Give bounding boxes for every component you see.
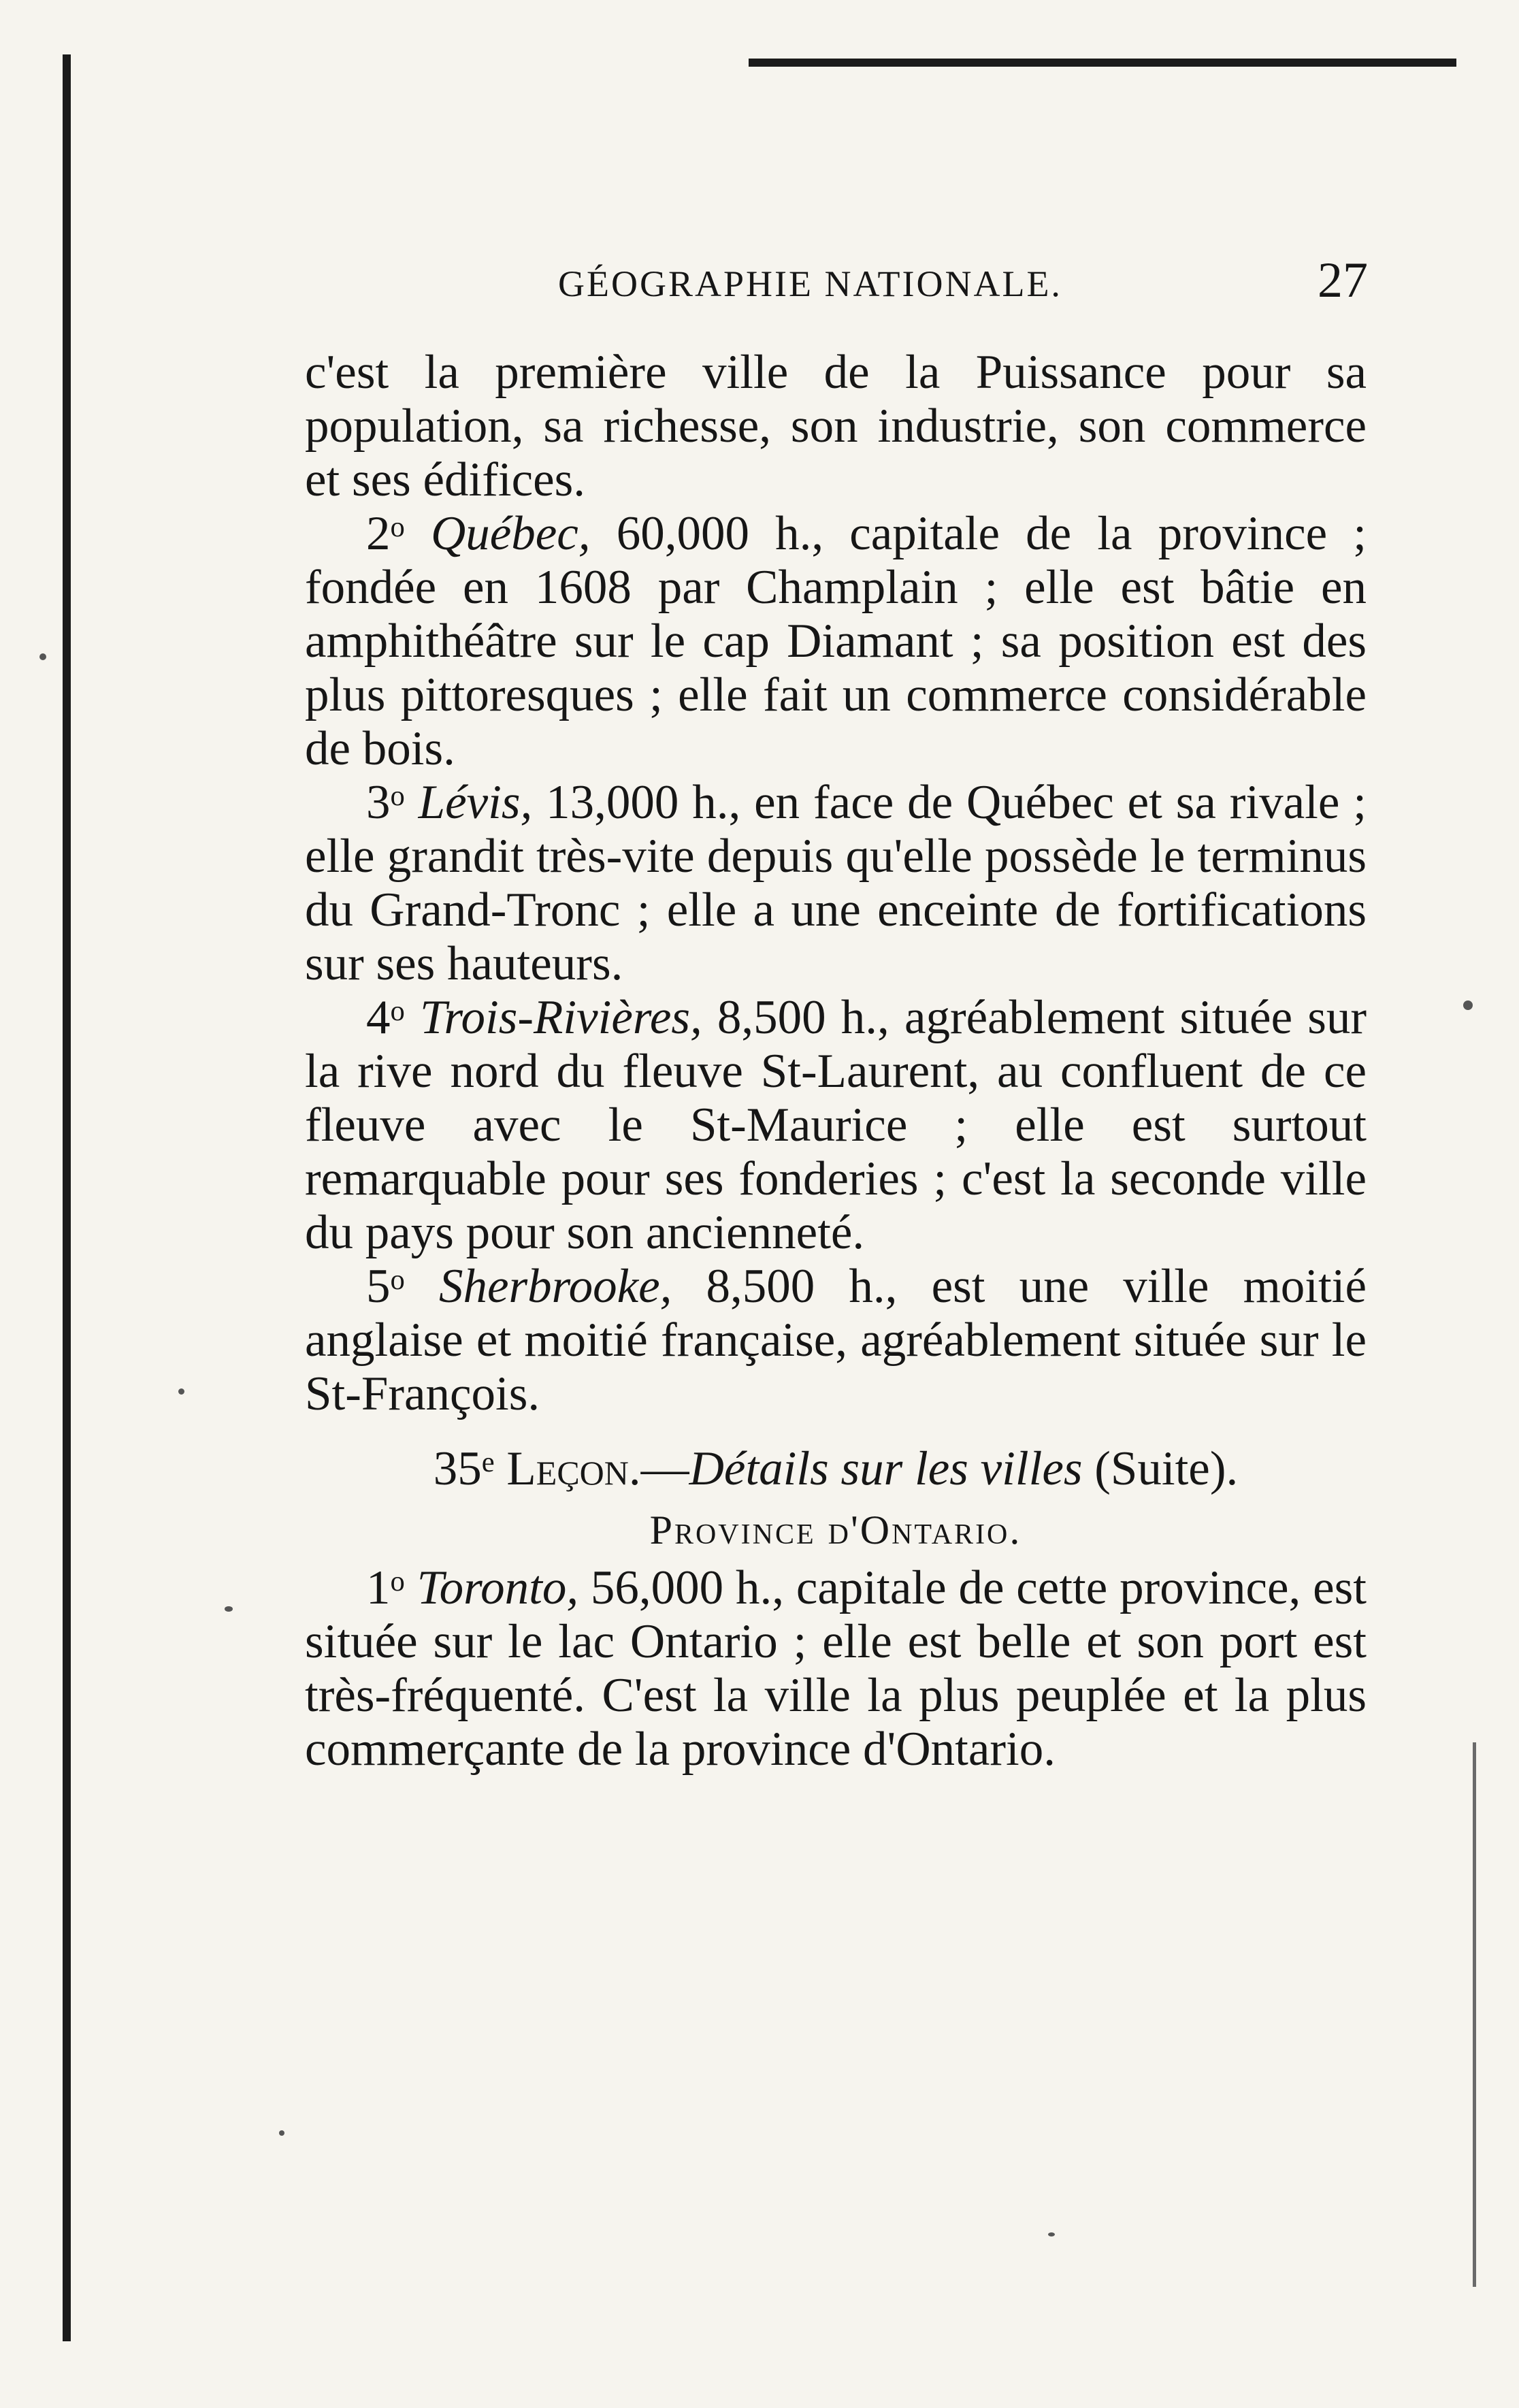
ordinal-number: 1 <box>366 1561 391 1614</box>
ordinal-suffix: o <box>390 1263 405 1296</box>
section-heading: Province d'Ontario. <box>649 1508 1022 1552</box>
ordinal-number: 2 <box>366 507 391 560</box>
scan-speck <box>225 1606 233 1612</box>
paragraph-text: 60,000 h., capitale de la province ; fondée en 1608 par Champlain ; elle est bâtie en amphithéâtre sur le cap Diamant ; sa position est des plus pittoresques ; elle fait un commerce considérable de bois. <box>305 507 1367 775</box>
ordinal-suffix: o <box>390 779 405 812</box>
scan-edge-line-top <box>749 59 1456 67</box>
ordinal-suffix: o <box>390 510 405 543</box>
paragraph-text: 56,000 h., capitale de cette province, est située sur le lac Ontario ; elle est belle et son port est très-fréquenté. C'est la ville la plus peuplée et la plus commerçante de la province d'Ontario. <box>305 1561 1367 1776</box>
city-name: Sherbrooke, <box>438 1260 672 1313</box>
paragraph-text: 8,500 h., est une ville moitié anglaise et moitié française, agréablement située sur le St-François. <box>305 1260 1367 1420</box>
paragraph-quebec <box>305 507 1367 776</box>
lesson-suffix: (Suite). <box>1082 1442 1239 1495</box>
city-name: Québec, <box>430 507 591 560</box>
lesson-title: Détails sur les villes <box>689 1442 1083 1495</box>
lesson-heading <box>305 1440 1367 1497</box>
city-name: Trois-Rivières, <box>419 991 702 1044</box>
lesson-number-suffix: e <box>481 1446 495 1478</box>
scan-speck <box>1463 1000 1473 1010</box>
scan-speck <box>1048 2232 1055 2236</box>
scan-speck <box>279 2130 284 2136</box>
scan-speck <box>39 653 46 660</box>
ordinal-number: 3 <box>366 776 391 829</box>
running-title: GÉOGRAPHIE NATIONALE. <box>558 263 1062 304</box>
ordinal-suffix: o <box>390 1565 405 1597</box>
lesson-dash: — <box>640 1442 689 1495</box>
paragraph-levis <box>305 776 1367 991</box>
paragraph-trois-rivieres <box>305 991 1367 1260</box>
scan-edge-line-right <box>1473 1742 1476 2287</box>
ordinal-suffix: o <box>390 994 405 1027</box>
city-name: Lévis, <box>418 776 533 829</box>
paragraph-text: 13,000 h., en face de Québec et sa rivale ; elle grandit très-vite depuis qu'elle possède le terminus du Grand-Tronc ; elle a une enceinte de fortifications sur ses hauteurs. <box>305 776 1367 990</box>
paragraph-montreal-continuation <box>305 346 1367 507</box>
city-name: Toronto, <box>416 1561 579 1614</box>
lesson-number: 35 <box>433 1442 482 1495</box>
scan-speck <box>178 1388 184 1395</box>
paragraph-text: 8,500 h., agréablement située sur la rive nord du fleuve St-Laurent, au confluent de ce fleuve avec le St-Maurice ; elle est surtout remarquable pour ses fonderies ; c'est la seconde ville du pays pour son ancienneté. <box>305 991 1367 1259</box>
ordinal-number: 4 <box>366 991 391 1044</box>
paragraph-toronto <box>305 1561 1367 1776</box>
page-number: 27 <box>1318 253 1368 308</box>
ordinal-number: 5 <box>366 1260 391 1313</box>
body-text <box>305 346 1367 1776</box>
paragraph-sherbrooke <box>305 1260 1367 1421</box>
lesson-word: Leçon. <box>506 1442 641 1495</box>
page-header <box>299 252 1368 313</box>
scan-edge-line-left <box>63 54 71 2341</box>
paragraph-text: c'est la première ville de la Puissance pour sa population, sa richesse, son industrie, son commerce et ses édifices. <box>305 346 1367 506</box>
